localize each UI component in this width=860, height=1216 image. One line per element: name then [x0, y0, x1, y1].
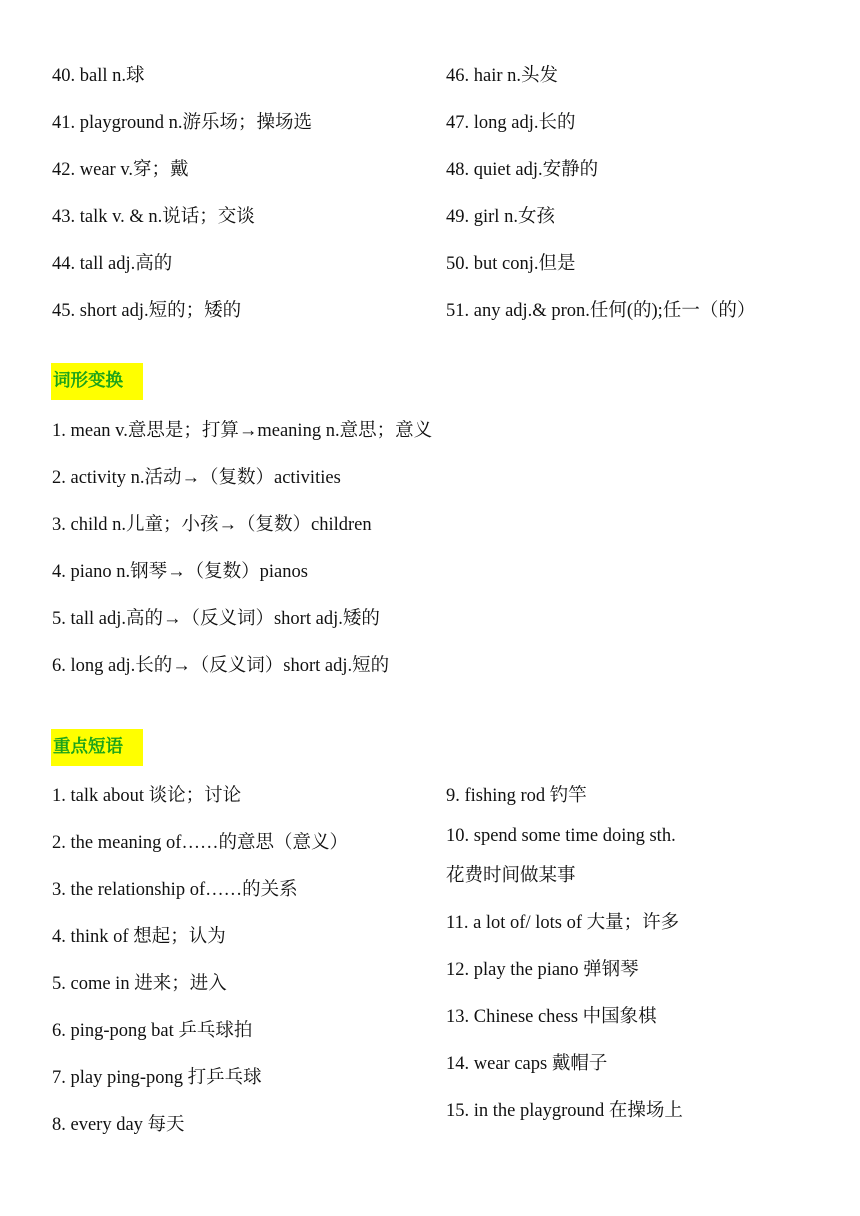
phrase-item: 5. come in 进来；进入	[52, 974, 227, 994]
phrase-item: 4. think of 想起；认为	[52, 927, 226, 947]
phrase-item: 1. talk about 谈论；讨论	[52, 786, 242, 806]
phrases-right-column	[446, 784, 683, 1146]
word-form-item: 2. activity n.活动→（复数）activities	[52, 468, 341, 488]
phrase-item: 15. in the playground 在操场上	[446, 1101, 683, 1121]
vocab-item: 43. talk v. & n.说话；交谈	[52, 207, 255, 227]
word-form-item: 5. tall adj.高的→（反义词）short adj.矮的	[52, 609, 380, 629]
vocab-item: 41. playground n.游乐场；操场选	[52, 113, 313, 133]
vocab-item: 49. girl n.女孩	[446, 207, 555, 227]
word-form-item: 4. piano n.钢琴→（复数）pianos	[52, 562, 308, 582]
vocab-item: 40. ball n.球	[52, 66, 145, 86]
phrase-item-continuation: 花费时间做某事	[446, 866, 576, 886]
word-form-item: 3. child n.儿童；小孩→（复数）children	[52, 515, 372, 535]
phrase-item: 13. Chinese chess 中国象棋	[446, 1007, 657, 1027]
phrase-item: 9. fishing rod 钓竿	[446, 786, 587, 806]
phrase-item: 7. play ping-pong 打乒乓球	[52, 1068, 262, 1088]
word-form-item: 1. mean v.意思是；打算→meaning n.意思；意义	[52, 421, 433, 441]
key-phrases-heading: 重点短语	[51, 729, 143, 766]
word-forms-heading: 词形变换	[51, 363, 143, 400]
vocab-item: 51. any adj.& pron.任何(的);任一（的）	[446, 301, 756, 321]
vocab-item: 46. hair n.头发	[446, 66, 559, 86]
word-form-item: 6. long adj.长的→（反义词）short adj.短的	[52, 656, 390, 676]
vocab-item: 44. tall adj.高的	[52, 254, 173, 274]
vocab-item: 48. quiet adj.安静的	[446, 160, 599, 180]
phrase-item: 6. ping-pong bat 乒乓球拍	[52, 1021, 253, 1041]
phrase-item: 10. spend some time doing sth.	[446, 826, 676, 846]
phrases-left-column	[52, 784, 348, 1160]
vocab-item: 47. long adj.长的	[446, 113, 576, 133]
phrase-item: 12. play the piano 弹钢琴	[446, 960, 639, 980]
vocab-item: 42. wear v.穿；戴	[52, 160, 189, 180]
phrase-item: 14. wear caps 戴帽子	[446, 1054, 608, 1074]
word-forms-list	[52, 419, 432, 701]
vocab-item: 45. short adj.短的；矮的	[52, 301, 242, 321]
phrase-item: 3. the relationship of……的关系	[52, 880, 298, 900]
phrase-item: 2. the meaning of……的意思（意义）	[52, 833, 348, 853]
vocab-item: 50. but conj.但是	[446, 254, 576, 274]
phrase-item: 8. every day 每天	[52, 1115, 185, 1135]
phrase-item: 11. a lot of/ lots of 大量；许多	[446, 913, 680, 933]
vocab-right-column	[446, 64, 755, 346]
vocab-left-column	[52, 64, 312, 346]
